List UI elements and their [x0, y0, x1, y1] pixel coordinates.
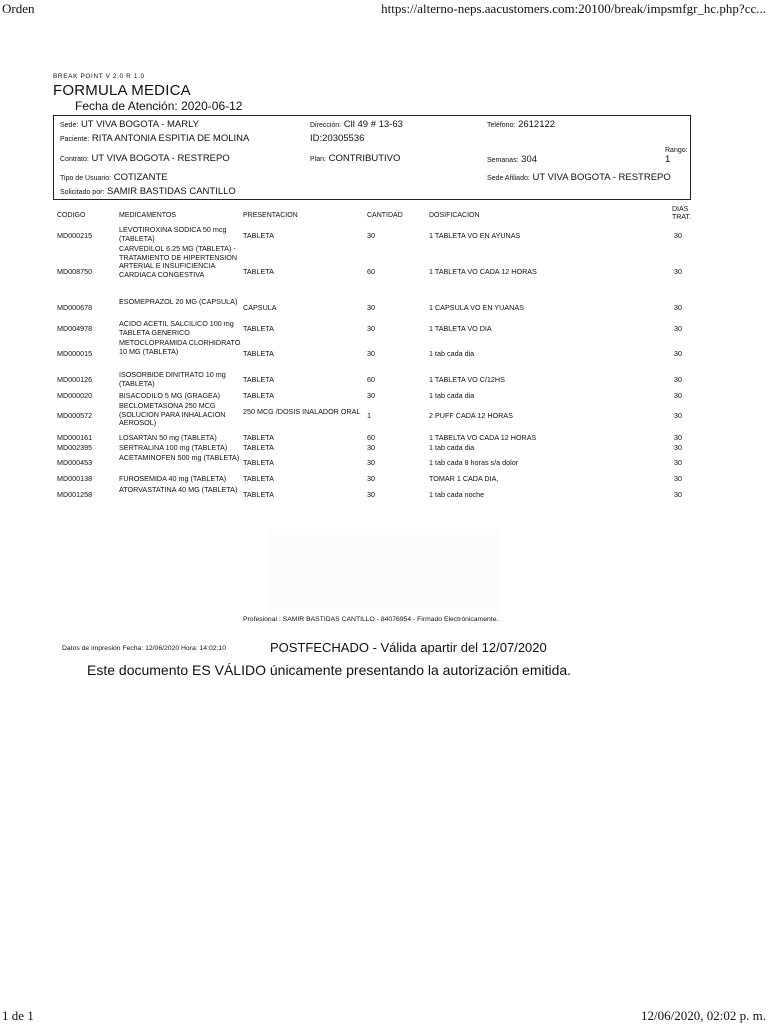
row-dosificacion: 2 PUFF CADA 12 HORAS: [429, 411, 513, 420]
row-presentacion: 250 MCG /DOSIS INALADOR ORAL: [243, 407, 361, 416]
row-medicamento: ACETAMINOFEN 500 mg (TABLETA): [119, 453, 240, 462]
row-medicamento: LOSARTAN 50 mg (TABLETA): [119, 433, 217, 442]
row-presentacion: TABLETA: [243, 474, 274, 483]
col-header-dias: [672, 206, 691, 222]
row-medicamento: BISACODILO 5 MG (GRAGEA): [119, 391, 221, 400]
row-dosificacion: 1 TABLETA VO DIA: [429, 324, 492, 333]
row-codigo: MD000138: [57, 474, 93, 483]
signature-area: [268, 530, 500, 614]
telefono-value: 2612122: [518, 119, 556, 130]
col-header-dias-line2: TRAT.: [672, 214, 691, 221]
row-dias: 30: [674, 375, 682, 384]
row-codigo: MD000678: [57, 303, 93, 312]
telefono-label: Teléfono:: [487, 122, 516, 129]
row-dias: 30: [674, 303, 682, 312]
print-data: Datos de impresion Fecha: 12/06/2020 Hora: 14:02:10: [62, 645, 226, 652]
row-dias: 30: [674, 474, 682, 483]
plan-field: [310, 153, 400, 164]
row-dias: 30: [674, 433, 682, 442]
row-codigo: MD000020: [57, 391, 93, 400]
row-codigo: MD001258: [57, 490, 93, 499]
paciente-value: RITA ANTONIA ESPITIA DE MOLINA: [91, 133, 250, 144]
row-dosificacion: 1 tab cada dia: [429, 443, 475, 452]
row-codigo: MD008750: [57, 267, 93, 276]
row-medicamento: SERTRALINA 100 mg (TABLETA): [119, 443, 228, 452]
row-presentacion: TABLETA: [243, 433, 274, 442]
row-dosificacion: TOMAR 1 CADA DIA,: [429, 474, 499, 483]
professional-signature-line: Profesional : SAMIR BASTIDAS CANTILLO - 84076954 - Firmado Electrónicamente.: [243, 616, 499, 623]
direccion-field: [310, 119, 403, 130]
sede-afiliado-value: UT VIVA BOGOTA - RESTREPO: [532, 172, 671, 183]
telefono-field: [487, 119, 555, 130]
row-medicamento: CARVEDILOL 6.25 MG (TABLETA) - TRATAMIENTO DE HIPERTENSION ARTERIAL E INSUFICIENCIA CARDIACA CONGESTIVA: [119, 244, 238, 279]
row-dias: 30: [674, 443, 682, 452]
row-medicamento: ATORVASTATINA 40 MG (TABLETA): [119, 485, 238, 494]
col-header-presentacion: PRESENTACION: [243, 212, 298, 219]
rango-value: 1: [665, 154, 671, 165]
plan-label: Plan:: [310, 156, 326, 163]
contrato-value: UT VIVA BOGOTA - RESTREPO: [91, 153, 230, 164]
document-title: FORMULA MEDICA: [53, 82, 191, 99]
solicitado-value: SAMIR BASTIDAS CANTILLO: [107, 186, 236, 197]
row-codigo: MD002395: [57, 443, 93, 452]
row-cantidad: 30: [367, 349, 375, 358]
row-presentacion: TABLETA: [243, 391, 274, 400]
row-dias: 30: [674, 349, 682, 358]
row-dosificacion: 1 TABLETA VO CADA 12 HORAS: [429, 267, 537, 276]
row-medicamento: METOCLOPRAMIDA CLORHIDRATO 10 MG (TABLETA): [119, 338, 241, 356]
row-cantidad: 30: [367, 231, 375, 240]
tipo-usuario-label: Tipo de Usuario:: [60, 175, 112, 182]
row-cantidad: 30: [367, 303, 375, 312]
row-dosificacion: 1 TABELTA VO CADA 12 HORAS: [429, 433, 537, 442]
row-cantidad: 30: [367, 458, 375, 467]
paciente-field: [60, 133, 249, 144]
row-presentacion: TABLETA: [243, 458, 274, 467]
browser-url: https://alterno-neps.aacustomers.com:20100/break/impsmfgr_hc.php?cc...: [381, 1, 766, 16]
solicitado-label: Solicitado por:: [60, 189, 105, 196]
rango-label: Rango:: [665, 147, 688, 154]
browser-page-title: Orden: [2, 1, 35, 16]
direccion-label: Dirección:: [310, 122, 342, 129]
row-medicamento: ESOMEPRAZOL 20 MG (CAPSULA): [119, 297, 238, 306]
row-dosificacion: 1 TABLETA VO EN AYUNAS: [429, 231, 521, 240]
col-header-cantidad: CANTIDAD: [367, 212, 403, 219]
row-dias: 30: [674, 231, 682, 240]
validity-notice: Este documento ES VÁLIDO únicamente presentando la autorización emitida.: [87, 662, 572, 678]
sede-label: Sede:: [60, 122, 79, 129]
row-codigo: MD000215: [57, 231, 93, 240]
row-codigo: MD000015: [57, 349, 93, 358]
row-cantidad: 60: [367, 433, 375, 442]
row-dosificacion: 1 tab cada 8 horas s/a dolor: [429, 458, 519, 467]
row-cantidad: 30: [367, 474, 375, 483]
row-presentacion: TABLETA: [243, 231, 274, 240]
semanas-value: 304: [521, 154, 538, 165]
row-codigo: MD004978: [57, 324, 93, 333]
row-dosificacion: 1 CAPSULA VO EN YUANAS: [429, 303, 524, 312]
patient-info-box: [53, 115, 691, 200]
row-presentacion: TABLETA: [243, 324, 274, 333]
row-dias: 30: [674, 490, 682, 499]
plan-value: CONTRIBUTIVO: [328, 153, 401, 164]
patient-id: ID:20305536: [310, 133, 365, 144]
row-cantidad: 30: [367, 443, 375, 452]
row-dias: 30: [674, 267, 682, 276]
row-codigo: MD000453: [57, 458, 93, 467]
tipo-usuario-field: [60, 172, 168, 183]
row-medicamento: BECLOMETASONA 250 MCG (SOLUCION PARA INHALACION AEROSOL): [119, 401, 226, 428]
row-dosificacion: 1 tab cada dia: [429, 391, 475, 400]
row-dosificacion: 1 tab cada dia: [429, 349, 475, 358]
row-cantidad: 1: [367, 411, 371, 420]
semanas-label: Semanas:: [487, 157, 519, 164]
col-header-codigo: CODIGO: [57, 212, 86, 219]
row-dosificacion: 1 TABLETA VO C/12HS: [429, 375, 505, 384]
row-dias: 30: [674, 411, 682, 420]
row-dosificacion: 1 tab cada noche: [429, 490, 485, 499]
row-medicamento: ACIDO ACETIL SALCILICO 100 mg TABLETA GENERICO: [119, 319, 234, 337]
sede-afiliado-field: [487, 172, 671, 183]
row-medicamento: LEVOTIROXINA SODICA 50 mcg (TABLETA): [119, 225, 227, 243]
row-dias: 30: [674, 324, 682, 333]
row-codigo: MD000572: [57, 411, 93, 420]
row-cantidad: 60: [367, 267, 375, 276]
rango-field: [665, 147, 688, 165]
row-codigo: MD000126: [57, 375, 93, 384]
software-version: BREAK POINT V 2.0 R 1.0: [53, 73, 145, 80]
col-header-medicamentos: MEDICAMENTOS: [119, 212, 177, 219]
contrato-label: Contrato:: [60, 156, 89, 163]
col-header-dias-line1: DIAS: [672, 206, 689, 213]
postdated-notice: POSTFECHADO - Válida apartir del 12/07/2020: [270, 640, 547, 655]
sede-field: [60, 119, 199, 130]
row-medicamento: FUROSEMIDA 40 mg (TABLETA): [119, 474, 227, 483]
col-header-dosificacion: DOSIFICACION: [429, 212, 480, 219]
row-cantidad: 30: [367, 324, 375, 333]
row-codigo: MD000161: [57, 433, 93, 442]
row-cantidad: 30: [367, 391, 375, 400]
row-presentacion: TABLETA: [243, 443, 274, 452]
row-presentacion: CAPSULA: [243, 303, 277, 312]
row-presentacion: TABLETA: [243, 490, 274, 499]
row-dias: 30: [674, 458, 682, 467]
row-presentacion: TABLETA: [243, 349, 274, 358]
sede-value: UT VIVA BOGOTA - MARLY: [80, 119, 200, 130]
paciente-label: Paciente:: [60, 136, 90, 143]
row-presentacion: TABLETA: [243, 375, 274, 384]
attention-date: Fecha de Atención: 2020-06-12: [75, 99, 243, 113]
print-datetime: 12/06/2020, 02:02 p. m.: [641, 1008, 766, 1023]
tipo-usuario-value: COTIZANTE: [113, 172, 168, 183]
row-dias: 30: [674, 391, 682, 400]
row-cantidad: 60: [367, 375, 375, 384]
row-presentacion: TABLETA: [243, 267, 274, 276]
page-counter: 1 de 1: [2, 1008, 34, 1023]
row-cantidad: 30: [367, 490, 375, 499]
solicitado-field: [60, 186, 236, 197]
direccion-value: Cll 49 # 13-63: [343, 119, 403, 130]
semanas-field: [487, 154, 537, 165]
contrato-field: [60, 153, 230, 164]
sede-afiliado-label: Sede Afiliado:: [487, 175, 530, 182]
row-medicamento: ISOSORBIDE DINITRATO 10 mg (TABLETA): [119, 370, 226, 388]
